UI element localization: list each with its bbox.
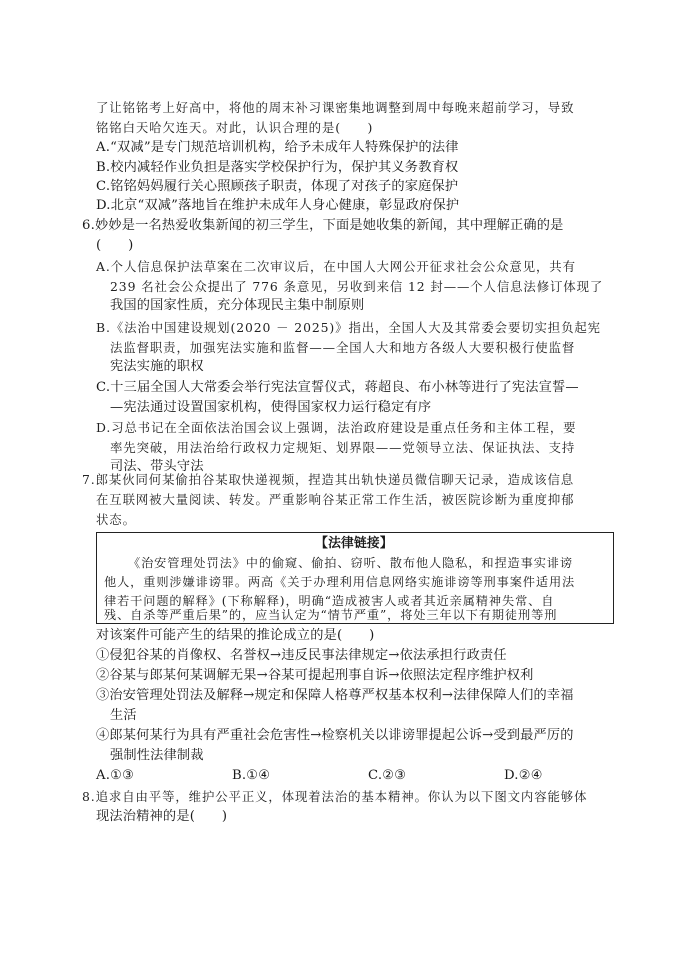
q6-option-a-line3: 我国的国家性质，充分体现民主集中制原则	[110, 298, 365, 313]
q7-item-4-line1: ④郎某何某行为具有严重社会危害性→检察机关以诽谤罪提起公诉→受到最严厉的	[96, 728, 574, 743]
q7-item-3-line2: 生活	[110, 708, 137, 723]
q6-option-a-line2: 239 名社会公众提出了 776 条意见，另收到来信 12 封——个人信息法修订体现了	[110, 279, 604, 294]
q7-choice-d: D.②④	[504, 768, 543, 783]
q7-stem-line3: 状态。	[96, 512, 136, 527]
q5-stem-line2: 铭铭白天哈欠连天。对此，认识合理的是( )	[96, 120, 374, 135]
law-link-line1: 《治安管理处罚法》中的偷窥、偷拍、窃听、散布他人隐私，和捏造事实诽谤	[128, 556, 573, 570]
q6-option-b-line2: 法监督职责，加强宪法实施和监督——全国人大和地方各级人大要积极行使监督	[110, 340, 576, 355]
law-link-line2: 他人，重则涉嫌诽谤罪。两高《关于办理利用信息网络实施诽谤等刑事案件适用法	[104, 575, 576, 589]
q7-item-2: ②谷某与郎某何某调解无果→谷某可提起刑事自诉→依照法定程序维护权利	[96, 668, 534, 683]
q5-option-d: D.北京“双减”落地旨在维护未成年人身心健康，彰显政府保护	[96, 198, 460, 213]
q6-option-b-line3: 宪法实施的职权	[110, 359, 204, 374]
q6-option-b-line1: B.《法治中国建设规划(2020 － 2025)》指出，全国人大及其常委会要切实担负起宪	[96, 320, 601, 335]
q6-option-c-line2: —宪法通过设置国家机构，使得国家权力运行稳定有序	[110, 400, 432, 415]
q5-option-c: C.铭铭妈妈履行关心照顾孩子职责，体现了对孩子的家庭保护	[96, 179, 459, 194]
q7-item-3-line1: ③治安管理处罚法及解释→规定和保障人格尊严权基本权利→法律保障人们的幸福	[96, 688, 574, 703]
q8-stem-line2: 现法治精神的是( )	[96, 809, 228, 824]
q7-choice-b: B.①④	[232, 768, 271, 783]
q7-choice-c: C.②③	[368, 768, 407, 783]
q6-stem-line1: 6.妙妙是一名热爱收集新闻的初三学生，下面是她收集的新闻，其中理解正确的是	[82, 218, 564, 233]
law-link-title: 【法律链接】	[315, 536, 393, 551]
q7-choice-a: A.①③	[96, 768, 135, 783]
q7-item-1: ①侵犯谷某的肖像权、名誉权→违反民事法律规定→依法承担行政责任	[96, 648, 507, 663]
q5-stem-line1: 了让铭铭考上好高中，将他的周末补习课密集地调整到周中每晚来超前学习，导致	[96, 100, 575, 115]
q6-stem-line2: ( )	[96, 238, 134, 253]
q5-option-a: A.“双减”是专门规范培训机构，给予未成年人特殊保护的法律	[96, 140, 459, 155]
q6-option-d-line1: D.习总书记在全面依法治国会议上强调，法治政府建设是重点任务和主体工程，要	[96, 420, 577, 435]
q7-item-4-line2: 强制性法律制裁	[110, 748, 204, 763]
law-link-line3: 律若干问题的解释》(下称解释)，明确“造成被害人或者其近亲属精神失常、自	[104, 594, 555, 608]
q6-option-c-line1: C.十三届全国人大常委会举行宪法宣誓仪式，蒋超良、布小林等进行了宪法宣誓—	[96, 380, 579, 395]
q6-option-a-line1: A.个人信息保护法草案在二次审议后，在中国人大网公开征求社会公众意见，共有	[96, 259, 576, 274]
q6-option-d-line3: 司法、带头守法	[110, 459, 204, 474]
q8-stem-line1: 8.追求自由平等，维护公平正义，体现着法治的基本精神。你认为以下图文内容能够体	[82, 789, 588, 804]
q6-option-d-line2: 率先突破，用法治给行政权力定规矩、划界限——党领导立法、保证执法、支持	[110, 440, 576, 455]
law-link-line4: 残、自杀等严重后果”的，应当认定为“情节严重”，将处三年以下有期徒刑等刑	[104, 608, 558, 622]
q5-option-b: B.校内减轻作业负担是落实学校保护行为，保护其义务教育权	[96, 160, 459, 175]
q7-stem-line1: 7.郎某伙同何某偷拍谷某取快递视频，捏造其出轨快递员微信聊天记录，造成该信息	[82, 472, 575, 487]
q7-stem-line2: 在互联网被大量阅读、转发。严重影响谷某正常工作生活，被医院诊断为重度抑郁	[96, 492, 575, 507]
q7-ask: 对该案件可能产生的结果的推论成立的是( )	[96, 628, 375, 643]
